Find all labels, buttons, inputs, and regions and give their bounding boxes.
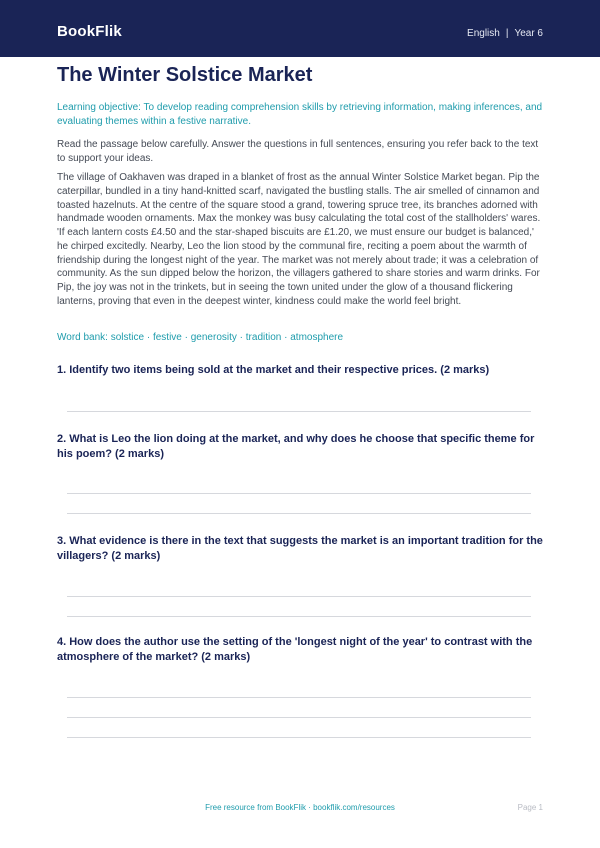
question-2: 2. What is Leo the lion doing at the market, and why does he choose that specific theme for his poem? (2 marks) xyxy=(57,433,535,460)
learning-objective: Learning objective: To develop reading comprehension skills by retrieving information, making inferences, and evaluating themes within a festive narrative. xyxy=(57,102,543,127)
question-1: 1. Identify two items being sold at the market and their respective prices. (2 marks) xyxy=(57,364,490,376)
answer-line[interactable] xyxy=(67,717,531,718)
brand-logo[interactable]: BookFlik xyxy=(57,23,122,40)
answer-line[interactable] xyxy=(67,616,531,617)
footer-credit[interactable]: Free resource from BookFlik · bookflik.com/resources xyxy=(205,803,395,812)
header-meta xyxy=(467,28,543,39)
question-3: 3. What evidence is there in the text that suggests the market is an important tradition for the villagers? (2 marks) xyxy=(57,535,543,562)
answer-line[interactable] xyxy=(67,411,531,412)
question-4: 4. How does the author use the setting of the 'longest night of the year' to contrast with the atmosphere of the market? (2 marks) xyxy=(57,636,533,663)
subject-label: English xyxy=(467,28,500,39)
reading-passage: The village of Oakhaven was draped in a blanket of frost as the annual Winter Solstice Market began. Pip the caterpillar, bundled in a tiny hand-knitted scarf, navigated the bustling stalls. The air smelled of cinnamon and toasted hazelnuts. At the centre of the square stood a grand, towering spruce tree, its branches adorned with handmade wooden ornaments. Max the monkey was busy calculating the total cost of the stallholders' wares. 'If each lantern costs £4.50 and the star-shaped biscuits are £1.20, we must ensure our budget is balanced,' he chirped excitedly. Nearby, Leo the lion stood by the communal fire, reciting a poem about the warmth of friendship during the longest night of the year. The market was not merely about trade; it was a celebration of community. As the sun dipped below the horizon, the villagers gathered to share stories and warm drinks. For Pip, the joy was not in the trinkets, but in seeing the town united under the glow of a thousand flickering lanterns, proving that even in the deepest winter, kindness could make the world feel bright. xyxy=(57,172,541,307)
answer-line[interactable] xyxy=(67,697,531,698)
word-bank: Word bank: solstice · festive · generosity · tradition · atmosphere xyxy=(57,332,344,343)
page-title: The Winter Solstice Market xyxy=(57,64,313,86)
header-bar xyxy=(0,0,600,57)
page-number: Page 1 xyxy=(517,803,543,812)
answer-line[interactable] xyxy=(67,737,531,738)
answer-line[interactable] xyxy=(67,513,531,514)
answer-line[interactable] xyxy=(67,596,531,597)
meta-separator: | xyxy=(505,28,509,39)
answer-line[interactable] xyxy=(67,493,531,494)
year-label: Year 6 xyxy=(514,28,543,39)
instructions: Read the passage below carefully. Answer the questions in full sentences, ensuring you refer back to the text to support your ideas. xyxy=(57,139,539,164)
